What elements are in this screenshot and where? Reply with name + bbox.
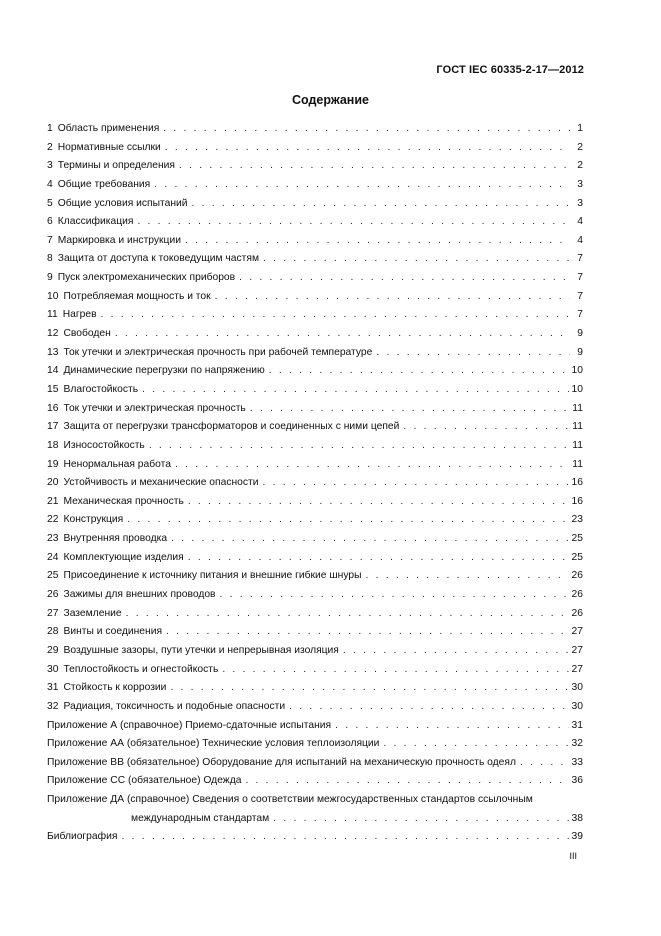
dot-leader <box>121 831 568 842</box>
toc-entry-page: 9 <box>577 346 583 358</box>
toc-entry-number: 29 <box>47 644 59 656</box>
toc-entry-page: 4 <box>577 216 583 228</box>
toc-entry-number: 24 <box>47 551 59 563</box>
toc-entry[interactable] <box>47 720 583 739</box>
toc-entry-page: 30 <box>571 700 583 712</box>
toc-entry[interactable] <box>47 552 583 571</box>
dot-leader <box>383 738 568 749</box>
dot-leader <box>175 459 569 470</box>
dot-leader <box>166 626 568 637</box>
toc-entry-text: Конструкция <box>63 514 124 526</box>
toc-entry-page: 33 <box>571 756 583 768</box>
toc-entry-text: Пуск электромеханических приборов <box>57 272 236 284</box>
toc-entry-text: Ненормальная работа <box>63 458 171 470</box>
toc-entry-number: 19 <box>47 458 59 470</box>
toc-entry[interactable] <box>47 235 583 254</box>
toc-entry-page: 26 <box>571 589 583 601</box>
toc-entry[interactable] <box>47 309 583 328</box>
toc-entry-number: 17 <box>47 421 59 433</box>
toc-entry-number: 18 <box>47 439 59 451</box>
toc-entry-text: Присоединение к источнику питания и внешние гибкие шнуры <box>63 570 362 582</box>
toc-entry-number: 9 <box>47 272 53 284</box>
toc-entry[interactable] <box>47 608 583 627</box>
toc-entry-text: Маркировка и инструкции <box>57 234 181 246</box>
toc-entry-page: 9 <box>577 328 583 340</box>
toc-entry-number: 11 <box>47 309 58 321</box>
dot-leader <box>127 514 568 525</box>
toc-entry-page: 26 <box>571 607 583 619</box>
dot-leader <box>185 235 570 246</box>
toc-entry-page: 2 <box>577 160 583 172</box>
toc-entry-text: Общие требования <box>57 178 151 190</box>
toc-entry-bibliography[interactable] <box>47 831 583 850</box>
toc-entry-page: 36 <box>571 775 583 787</box>
toc-entry-annex-da[interactable] <box>47 794 583 813</box>
toc-entry-text: Влагостойкость <box>63 383 139 395</box>
toc-entry-page: 16 <box>571 495 583 507</box>
toc-entry[interactable] <box>47 645 583 664</box>
dot-leader <box>165 142 570 153</box>
dot-leader <box>137 216 570 227</box>
toc-entry-text: Ток утечки и электрическая прочность <box>63 402 246 414</box>
dot-leader <box>188 496 569 507</box>
dot-leader <box>245 775 568 786</box>
toc-entry[interactable] <box>47 514 583 533</box>
dot-leader <box>263 253 570 264</box>
dot-leader <box>250 403 570 414</box>
toc-entry-page: 27 <box>571 644 583 656</box>
toc-entry-page: 10 <box>571 383 583 395</box>
toc-entry[interactable] <box>47 421 583 440</box>
toc-entry-number: 13 <box>47 346 59 358</box>
toc-entry-text: Винты и соединения <box>63 626 163 638</box>
toc-entry[interactable] <box>47 757 583 776</box>
toc-entry-text: Износостойкость <box>63 439 145 451</box>
toc-entry[interactable] <box>47 459 583 478</box>
toc-entry[interactable] <box>47 253 583 272</box>
toc-entry-page: 25 <box>571 533 583 545</box>
toc-entry[interactable] <box>47 496 583 515</box>
toc-entry[interactable] <box>47 533 583 552</box>
toc-entry-page: 32 <box>571 738 583 750</box>
toc-entry-page: 23 <box>571 514 583 526</box>
dot-leader <box>289 701 568 712</box>
dot-leader <box>115 328 570 339</box>
toc-entry-text: Потребляемая мощность и ток <box>63 290 211 302</box>
toc-entry-text: Комплектующие изделия <box>63 551 184 563</box>
toc-entry-number: 7 <box>47 234 53 246</box>
dot-leader <box>154 179 570 190</box>
toc-entry-number: 15 <box>47 383 59 395</box>
toc-entry-page: 11 <box>572 421 583 433</box>
toc-entry-text: Приложение ДА (справочное) Сведения о соответствии межгосударственных стандартов ссылочным <box>47 794 533 806</box>
toc-entry-text: Свободен <box>63 328 111 340</box>
toc-entry-page: 27 <box>571 626 583 638</box>
page-number: III <box>569 851 577 861</box>
toc-entry-number: 31 <box>47 682 59 694</box>
toc-entry[interactable] <box>47 291 583 310</box>
toc-entry[interactable] <box>47 142 583 161</box>
dot-leader <box>215 291 570 302</box>
dot-leader <box>171 533 568 544</box>
toc-entry-number: 27 <box>47 607 59 619</box>
toc-entry-page: 3 <box>577 197 583 209</box>
toc-entry[interactable] <box>47 384 583 403</box>
dot-leader <box>126 608 569 619</box>
toc-entry-page: 39 <box>571 831 583 843</box>
toc-entry-page: 7 <box>577 253 583 265</box>
toc-entry-text: Защита от доступа к токоведущим частям <box>57 253 260 265</box>
toc-entry[interactable] <box>47 477 583 496</box>
toc-entry-number: 1 <box>47 123 53 134</box>
toc-entry-text: Стойкость к коррозии <box>63 682 167 694</box>
toc-entry[interactable] <box>47 160 583 179</box>
toc-entry[interactable] <box>47 328 583 347</box>
toc-entry[interactable] <box>47 198 583 217</box>
toc-entry-number: 4 <box>47 178 53 190</box>
toc-entry-page: 2 <box>577 141 583 153</box>
toc-entry[interactable] <box>47 664 583 683</box>
toc-entry-text: Приложение ВВ (обязательное) Оборудование для испытаний на механическую прочность одеял <box>47 756 516 768</box>
toc-entry[interactable] <box>47 403 583 422</box>
toc-entry-text: Библиография <box>47 831 118 843</box>
toc-entry[interactable] <box>47 440 583 459</box>
dot-leader <box>188 552 569 563</box>
toc-entry-text: Зажимы для внешних проводов <box>63 589 216 601</box>
toc-entry-number: 30 <box>47 663 59 675</box>
toc-entry-text: Ток утечки и электрическая прочность при рабочей температуре <box>63 346 373 358</box>
dot-leader <box>222 664 568 675</box>
toc-entry-number: 2 <box>47 141 53 153</box>
toc-entry[interactable] <box>47 272 583 291</box>
dot-leader <box>163 123 570 134</box>
toc-entry-page: 3 <box>577 178 583 190</box>
toc-entry-page: 38 <box>571 812 583 824</box>
toc-entry-number: 25 <box>47 570 59 582</box>
dot-leader <box>220 589 569 600</box>
toc-entry-page: 31 <box>571 719 583 731</box>
toc-entry-text: Нагрев <box>62 309 97 321</box>
toc-entry-page: 11 <box>572 402 583 414</box>
dot-leader <box>403 421 569 432</box>
dot-leader <box>192 198 570 209</box>
dot-leader <box>366 570 569 581</box>
toc-entry-number: 22 <box>47 514 59 526</box>
toc-entry-number: 5 <box>47 197 53 209</box>
toc-entry-number: 12 <box>47 328 59 340</box>
toc-entry-page: 30 <box>571 682 583 694</box>
toc-entry-text: Приложение СС (обязательное) Одежда <box>47 775 242 787</box>
toc-entry-text: Заземление <box>63 607 122 619</box>
dot-leader <box>520 757 569 768</box>
toc-entry-text: Радиация, токсичность и подобные опасности <box>63 700 286 712</box>
toc-entry-page: 7 <box>577 272 583 284</box>
toc-entry-text: Общие условия испытаний <box>57 197 188 209</box>
toc-entry-text: Нормативные ссылки <box>57 141 161 153</box>
dot-leader <box>269 365 569 376</box>
toc-entry[interactable] <box>47 179 583 198</box>
dot-leader <box>273 813 568 824</box>
toc-entry-text: Термины и определения <box>57 160 175 172</box>
toc-entry-text: Внутренняя проводка <box>63 533 168 545</box>
toc-entry[interactable] <box>47 123 583 142</box>
toc-entry-number: 21 <box>47 495 59 507</box>
toc-entry[interactable] <box>47 775 583 794</box>
dot-leader <box>179 160 570 171</box>
toc-entry[interactable] <box>47 589 583 608</box>
toc-entry[interactable] <box>47 216 583 235</box>
toc-entry[interactable] <box>47 701 583 720</box>
toc-entry-number: 10 <box>47 290 59 302</box>
dot-leader <box>239 272 570 283</box>
toc-entry-text: Динамические перегрузки по напряжению <box>63 365 265 377</box>
toc-entry-page: 1 <box>577 123 583 134</box>
dot-leader <box>376 347 570 358</box>
toc-entry[interactable] <box>47 570 583 589</box>
toc-entry-page: 7 <box>577 309 583 321</box>
toc-entry-text: Механическая прочность <box>63 495 184 507</box>
table-of-contents <box>47 123 583 850</box>
toc-entry[interactable] <box>47 682 583 701</box>
toc-entry-page: 11 <box>572 439 583 451</box>
dot-leader <box>149 440 569 451</box>
toc-entry[interactable] <box>47 347 583 366</box>
toc-entry[interactable] <box>47 365 583 384</box>
toc-entry-text: Устойчивость и механические опасности <box>63 477 259 489</box>
standard-code: ГОСТ IEC 60335-2-17—2012 <box>436 64 584 76</box>
toc-entry-page: 10 <box>571 365 583 377</box>
toc-entry-number: 16 <box>47 402 59 414</box>
toc-entry-page: 27 <box>571 663 583 675</box>
toc-entry-annex-da-continued[interactable] <box>47 813 583 832</box>
toc-entry-number: 6 <box>47 216 53 228</box>
dot-leader <box>101 309 570 320</box>
toc-entry-text: Теплостойкость и огнестойкость <box>63 663 219 675</box>
dot-leader <box>343 645 569 656</box>
toc-entry-number: 28 <box>47 626 59 638</box>
toc-entry-number: 26 <box>47 589 59 601</box>
toc-entry-text: Приложение АА (обязательное) Технические условия теплоизоляции <box>47 738 380 750</box>
toc-entry[interactable] <box>47 738 583 757</box>
toc-entry-text: Область применения <box>57 123 160 134</box>
toc-entry-text: Защита от перегрузки трансформаторов и соединенных с ними цепей <box>63 421 400 433</box>
toc-entry-number: 20 <box>47 477 59 489</box>
toc-entry-text: Воздушные зазоры, пути утечки и непрерывная изоляция <box>63 644 339 656</box>
dot-leader <box>335 720 568 731</box>
dot-leader <box>263 477 569 488</box>
dot-leader <box>142 384 568 395</box>
toc-entry-page: 16 <box>571 477 583 489</box>
toc-entry-page: 11 <box>572 458 583 470</box>
toc-entry[interactable] <box>47 626 583 645</box>
toc-entry-text: Классификация <box>57 216 134 228</box>
toc-entry-number: 23 <box>47 533 59 545</box>
toc-entry-number: 8 <box>47 253 53 265</box>
toc-entry-number: 3 <box>47 160 53 172</box>
toc-entry-text: международным стандартам <box>131 812 270 824</box>
toc-entry-number: 32 <box>47 700 59 712</box>
toc-entry-number: 14 <box>47 365 59 377</box>
toc-entry-page: 4 <box>577 234 583 246</box>
toc-entry-page: 26 <box>571 570 583 582</box>
toc-entry-page: 25 <box>571 551 583 563</box>
toc-entry-page: 7 <box>577 290 583 302</box>
toc-entry-text: Приложение А (справочное) Приемо-сдаточные испытания <box>47 719 332 731</box>
toc-title: Содержание <box>291 93 369 107</box>
dot-leader <box>170 682 568 693</box>
